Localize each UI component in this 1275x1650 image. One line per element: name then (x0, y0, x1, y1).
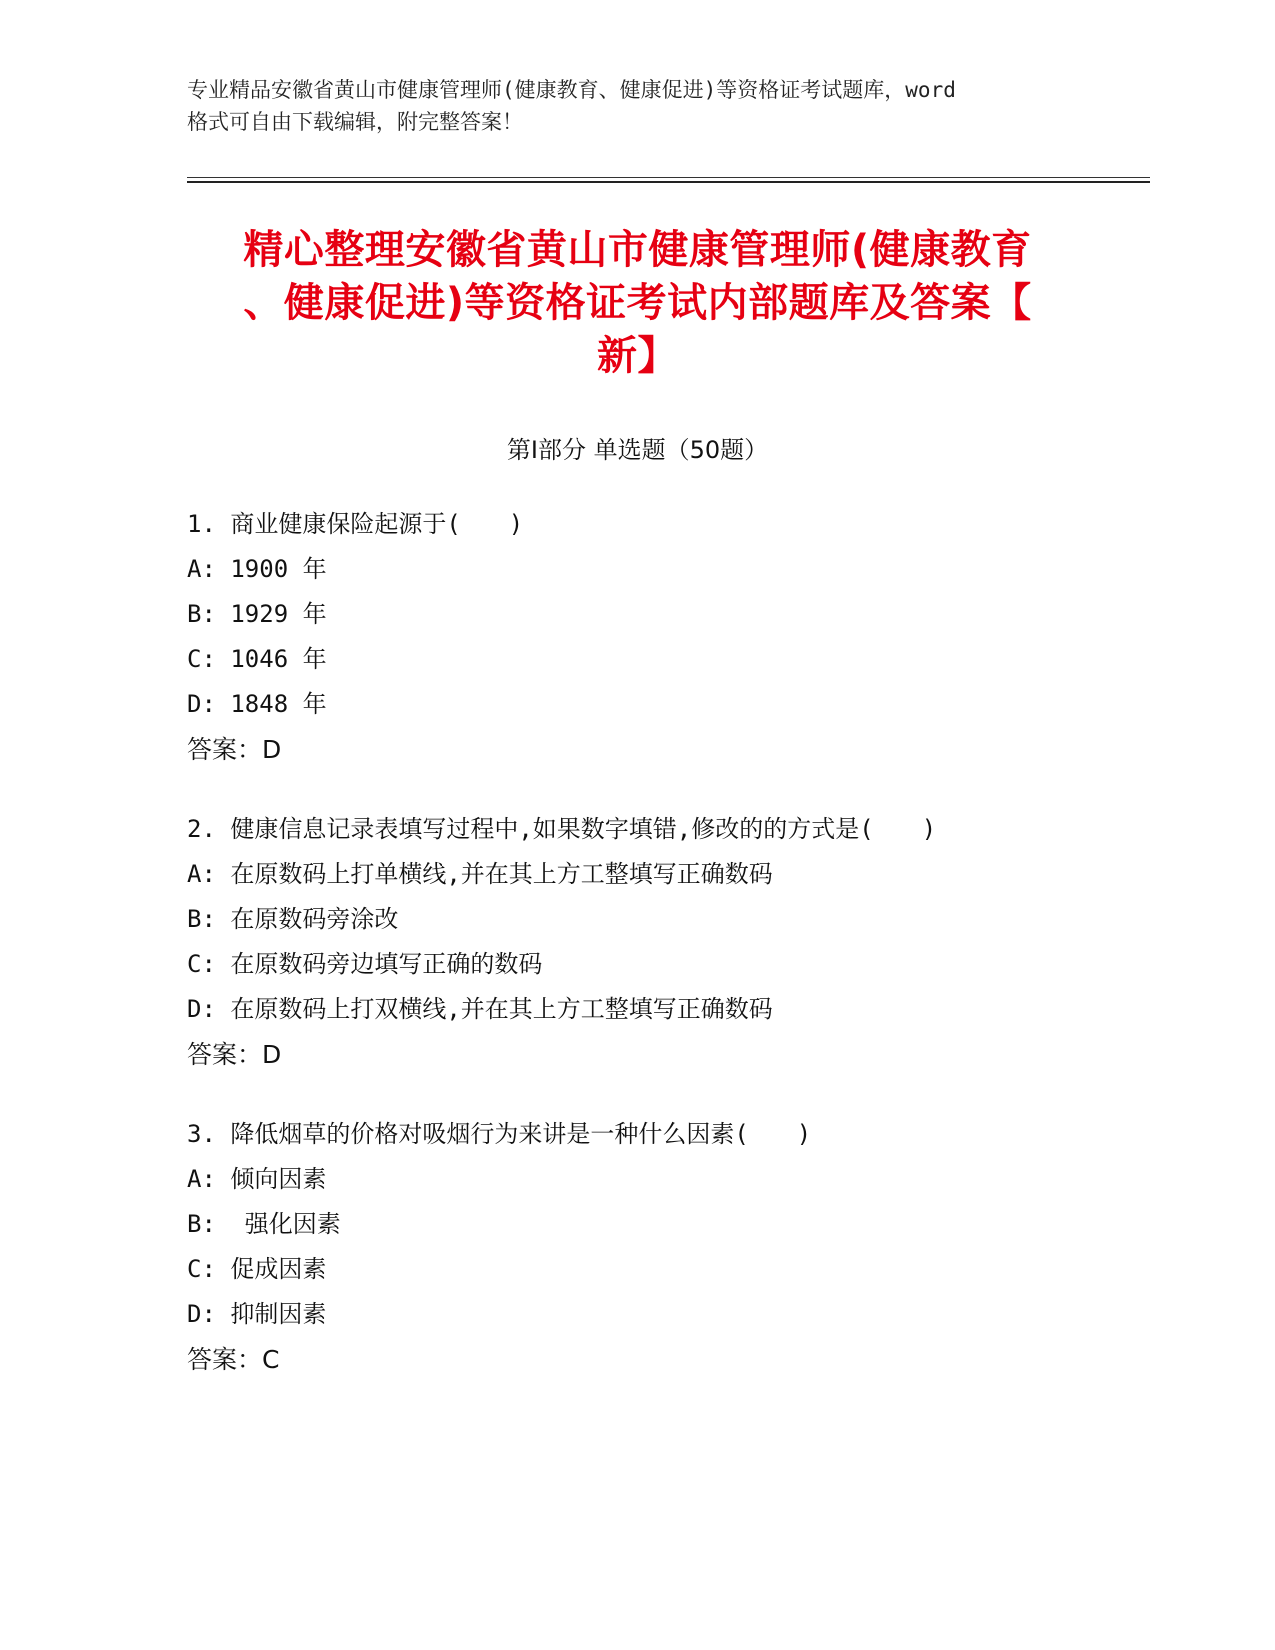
header-note (187, 74, 1087, 138)
option-b: B: 1929 年 (187, 600, 327, 628)
question-1 (187, 502, 1187, 772)
header-note-line-2: 格式可自由下载编辑，附完整答案！ (187, 110, 523, 134)
option-a: A: 1900 年 (187, 555, 327, 583)
answer-key: 答案：D (187, 735, 282, 764)
option-d: D: 在原数码上打双横线,并在其上方工整填写正确数码 (187, 995, 773, 1023)
header-note-line-1: 专业精品安徽省黄山市健康管理师(健康教育、健康促进)等资格证考试题库，word (187, 78, 956, 102)
answer-key: 答案：C (187, 1345, 280, 1374)
question-stem: 2. 健康信息记录表填写过程中,如果数字填错,修改的的方式是( ) (187, 815, 937, 843)
header-divider-thin (187, 177, 1150, 178)
question-2 (187, 807, 1187, 1077)
question-3 (187, 1112, 1187, 1382)
answer-key: 答案：D (187, 1040, 282, 1069)
option-d: D: 抑制因素 (187, 1300, 327, 1328)
question-stem: 3. 降低烟草的价格对吸烟行为来讲是一种什么因素( ) (187, 1120, 812, 1148)
option-a: A: 在原数码上打单横线,并在其上方工整填写正确数码 (187, 860, 773, 888)
option-b: B: 在原数码旁涂改 (187, 905, 399, 933)
option-d: D: 1848 年 (187, 690, 327, 718)
header-divider-thick (187, 181, 1150, 183)
section-heading: 第Ⅰ部分 单选题（50题） (506, 436, 769, 464)
document-title (180, 224, 1095, 383)
option-a: A: 倾向因素 (187, 1165, 327, 1193)
document-title-line-2: 、健康促进)等资格证考试内部题库及答案【 (243, 280, 1032, 326)
option-b: B: 强化因素 (187, 1210, 341, 1238)
document-title-line-3: 新】 (597, 333, 678, 379)
question-stem: 1. 商业健康保险起源于( ) (187, 510, 524, 538)
option-c: C: 在原数码旁边填写正确的数码 (187, 950, 543, 978)
option-c: C: 1046 年 (187, 645, 327, 673)
option-c: C: 促成因素 (187, 1255, 327, 1283)
document-title-line-1: 精心整理安徽省黄山市健康管理师(健康教育 (243, 227, 1032, 273)
